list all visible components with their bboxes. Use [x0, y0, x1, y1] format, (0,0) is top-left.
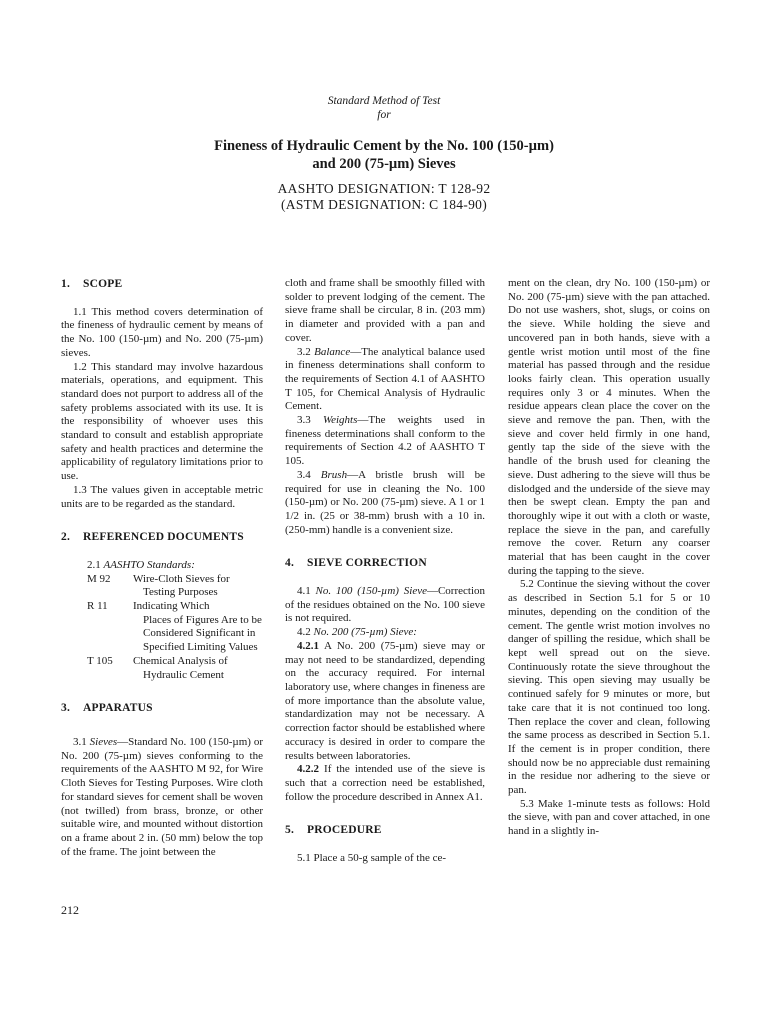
page-number: 212 — [61, 903, 79, 917]
column-1 — [61, 278, 263, 859]
aashto-standards-label: 2.1 AASHTO Standards: — [87, 558, 195, 571]
designations — [0, 181, 768, 213]
section-heading-apparatus: 3. APPARATUS — [61, 702, 153, 715]
paragraph-3-3: 3.3 Weights—The weights used in fineness determinations shall conform to the requirements of Section 4.2 of AASHTO T 105. — [285, 414, 486, 468]
kicker-line-2: for — [377, 109, 391, 121]
document-title — [0, 137, 768, 173]
reference-item: R 11 Indicating Which Places of Figures Are to be Considered Significant in Specified Limiting Values — [87, 600, 262, 654]
paragraph-3-1-continued: cloth and frame shall be smoothly filled with solder to prevent lodging of the cement. The sieve frame shall be circular, 8 in. (203 mm) in diameter and provided with a pan and cover. — [285, 277, 485, 344]
paragraph-5-3: 5.3 Make 1-minute tests as follows: Hold the sieve, with pan and cover attached, in one hand in a slightly in- — [508, 797, 710, 838]
paragraph-1-2: 1.2 This standard may involve hazardous materials, operations, and equipment. This standard does not purport to address all of the safety problems associated with its use. It is the responsibility of whoever uses this standard to consult and establish appropriate safety and health practices and determine the applicability of regulatory limitations prior to use. — [61, 360, 263, 483]
paragraph-3-1: 3.1 Sieves—Standard No. 100 (150-µm) or No. 200 (75-µm) sieves conforming to the requirements of the AASHTO M 92, for Wire Cloth Sieves for Testing Purposes. Wire cloth for standard sieves for cement shall be woven (not twilled) from brass, bronze, or other suitable wire, and mounted without distortion on a frame about 2 in. (50 mm) below the top of the frame. The joint between the — [61, 735, 264, 858]
paragraph-1-3: 1.3 The values given in acceptable metric units are to be regarded as the standard. — [61, 483, 263, 510]
reference-item: M 92 Wire-Cloth Sieves for Testing Purposes — [87, 572, 230, 599]
document-kicker — [0, 94, 768, 122]
section-heading-scope: 1. SCOPE — [61, 278, 123, 290]
section-heading-sieve-correction: 4. SIEVE CORRECTION — [285, 557, 427, 570]
paragraph-5-2: 5.2 Continue the sieving without the cover as described in Section 5.1 for 5 or 10 minutes, depending on the condition of the cement. The gentle wrist motion involves no danger of spilling the residue, which shall be kept well spread out on the sieve. Continuously rotate the sieve throughout the sieving. This open sieving may usually be continued safely for 9 minutes or more, but take care that it is not continued too long. Then replace the cover and clean, following the same process as described in Section 5.1. If the cement is in proper condition, there should now be no appreciable dust remaining in the residue nor adhering to the sieve or pan. — [508, 578, 710, 797]
kicker-line-1: Standard Method of Test — [327, 95, 441, 107]
paragraph-5-1-continued: ment on the clean, dry No. 100 (150-µm) or No. 200 (75-µm) sieve with the pan attached. Do not use washers, shot, slugs, or coins on the sieve. While holding the sieve and uncovered pan in both hands, sieve with a gentle wrist motion until most of the fine material has passed through and the residue looks fairly clean. This operation usually requires only 3 or 4 minutes. When the residue appears clean place the cover on the sieve and remove the pan. Then, with the sieve and cover held firmly in one hand, gently tap the side of the sieve with the handle of the brush used for cleaning the sieve. Dust adhering to the sieve will thus be dislodged and the underside of the sieve may then be swept clean. Empty the pan and thoroughly wipe it out with a cloth or waste, replace the sieve in the pan, and carefully remove the cover. Return any coarser material that has been caught in the cover during the tapping to the sieve. — [508, 277, 710, 577]
title-line-2: and 200 (75-µm) Sieves — [312, 156, 456, 172]
paragraph-5-1: 5.1 Place a 50-g sample of the ce- — [297, 852, 447, 865]
referenced-standards-list — [61, 559, 263, 682]
paragraph-3-2: 3.2 Balance—The analytical balance used in fineness determinations shall conform to the requirements of Section 4.1 of AASHTO T 105, for Chemical Analysis of Hydraulic Cement. — [285, 345, 486, 413]
paragraph-4-2: 4.2 No. 200 (75-µm) Sieve: — [297, 626, 417, 639]
paragraph-1-1: 1.1 This method covers determination of the fineness of hydraulic cement by means of the No. 100 (150-µm) and No. 200 (75-µm) sieves. — [61, 305, 263, 359]
paragraph-4-2-2: 4.2.2 If the intended use of the sieve is such that a correction need be established, follow the procedure described in Annex A1. — [285, 763, 485, 803]
section-heading-referenced-documents: 2. REFERENCED DOCUMENTS — [61, 531, 244, 544]
paragraph-4-2-1: 4.2.1 A No. 200 (75-µm) sieve may or may not need to be standardized, depending on the accuracy required. For internal laboratory use, where changes in fineness are of more importance than the absolute value, standardization may not be necessary. A correction factor should be established where accuracy is desired in order to compare the results between laboratories. — [285, 639, 485, 762]
paragraph-4-1: 4.1 No. 100 (150-µm) Sieve—Correction of the residues obtained on the No. 100 sieve is not required. — [285, 585, 486, 625]
paragraph-3-4: 3.4 Brush—A bristle brush will be required for use in cleaning the No. 100 (150-µm) or No. 200 (75-µm) sieve. A 1 or 1 1/2 in. (25 or 38-mm) brush with a 10 in. (250-mm) handle is a convenient size. — [285, 468, 485, 536]
reference-item: T 105 Chemical Analysis of Hydraulic Cement — [87, 654, 228, 681]
column-2 — [285, 277, 485, 866]
aashto-designation: AASHTO DESIGNATION: T 128-92 — [277, 181, 491, 196]
column-3 — [508, 277, 710, 839]
title-line-1: Fineness of Hydraulic Cement by the No. 100 (150-µm) — [214, 138, 554, 154]
astm-designation: (ASTM DESIGNATION: C 184-90) — [280, 197, 487, 212]
section-heading-procedure: 5. PROCEDURE — [285, 824, 382, 837]
